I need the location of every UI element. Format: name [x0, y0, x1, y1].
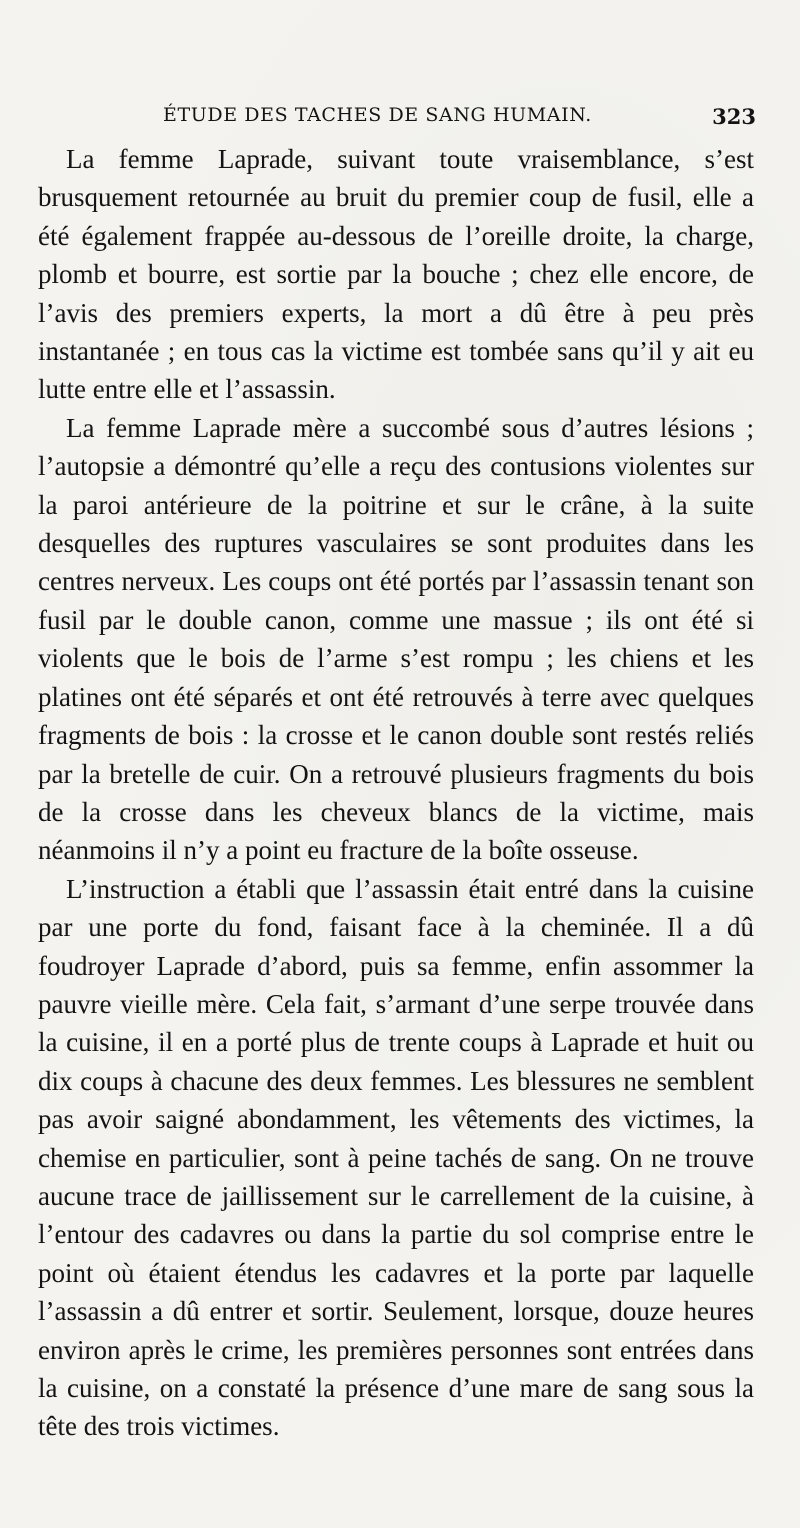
- page-number: 323: [712, 104, 756, 129]
- paragraph-1: La femme Laprade, suivant toute vraisemblance, s’est brusquement retournée au bruit du premier coup de fusil, elle a été également frappée au-dessous de l’oreille droite, la charge, plomb et bourre, est sortie par la bouche ; chez elle encore, de l’avis des premiers experts, la mort a dû être à peu près instantanée ; en tous cas la victime est tombée sans qu’il y ait eu lutte entre elle et l’assassin.: [38, 144, 754, 405]
- page-header: [38, 104, 758, 134]
- running-title: ÉTUDE DES TACHES DE SANG HUMAIN.: [163, 104, 592, 126]
- paragraph-2: La femme Laprade mère a succombé sous d’autres lésions ; l’autopsie a démontré qu’elle a reçu des contusions violentes sur la paroi antérieure de la poitrine et sur le crâne, à la suite desquelles des ruptures vasculaires se sont produites dans les centres nerveux. Les coups ont été portés par l’assassin tenant son fusil par le double canon, comme une massue ; ils ont été si violents que le bois de l’arme s’est rompu ; les chiens et les platines ont été séparés et ont été retrouvés à terre avec quelques fragments de bois : la crosse et le canon double sont restés reliés par la bretelle de cuir. On a retrouvé plusieurs fragments du bois de la crosse dans les cheveux blancs de la victime, mais néanmoins il n’y a point eu fracture de la boîte osseuse.: [38, 412, 754, 866]
- body-text: [38, 140, 754, 1446]
- paragraph-3: L’instruction a établi que l’assassin était entré dans la cuisine par une porte du fond, faisant face à la cheminée. Il a dû foudroyer Laprade d’abord, puis sa femme, enfin assommer la pauvre vieille mère. Cela fait, s’armant d’une serpe trouvée dans la cuisine, il en a porté plus de trente coups à Laprade et huit ou dix coups à chacune des deux femmes. Les blessures ne semblent pas avoir saigné abondamment, les vêtements des victimes, la chemise en particulier, sont à peine tachés de sang. On ne trouve aucune trace de jaillissement sur le carrellement de la cuisine, à l’entour des cadavres ou dans la partie du sol comprise entre le point où étaient étendus les cadavres et la porte par laquelle l’assassin a dû entrer et sortir. Seulement, lorsque, douze heures environ après le crime, les premières personnes sont entrées dans la cuisine, on a constaté la présence d’une mare de sang sous la tête des trois victimes.: [38, 873, 754, 1442]
